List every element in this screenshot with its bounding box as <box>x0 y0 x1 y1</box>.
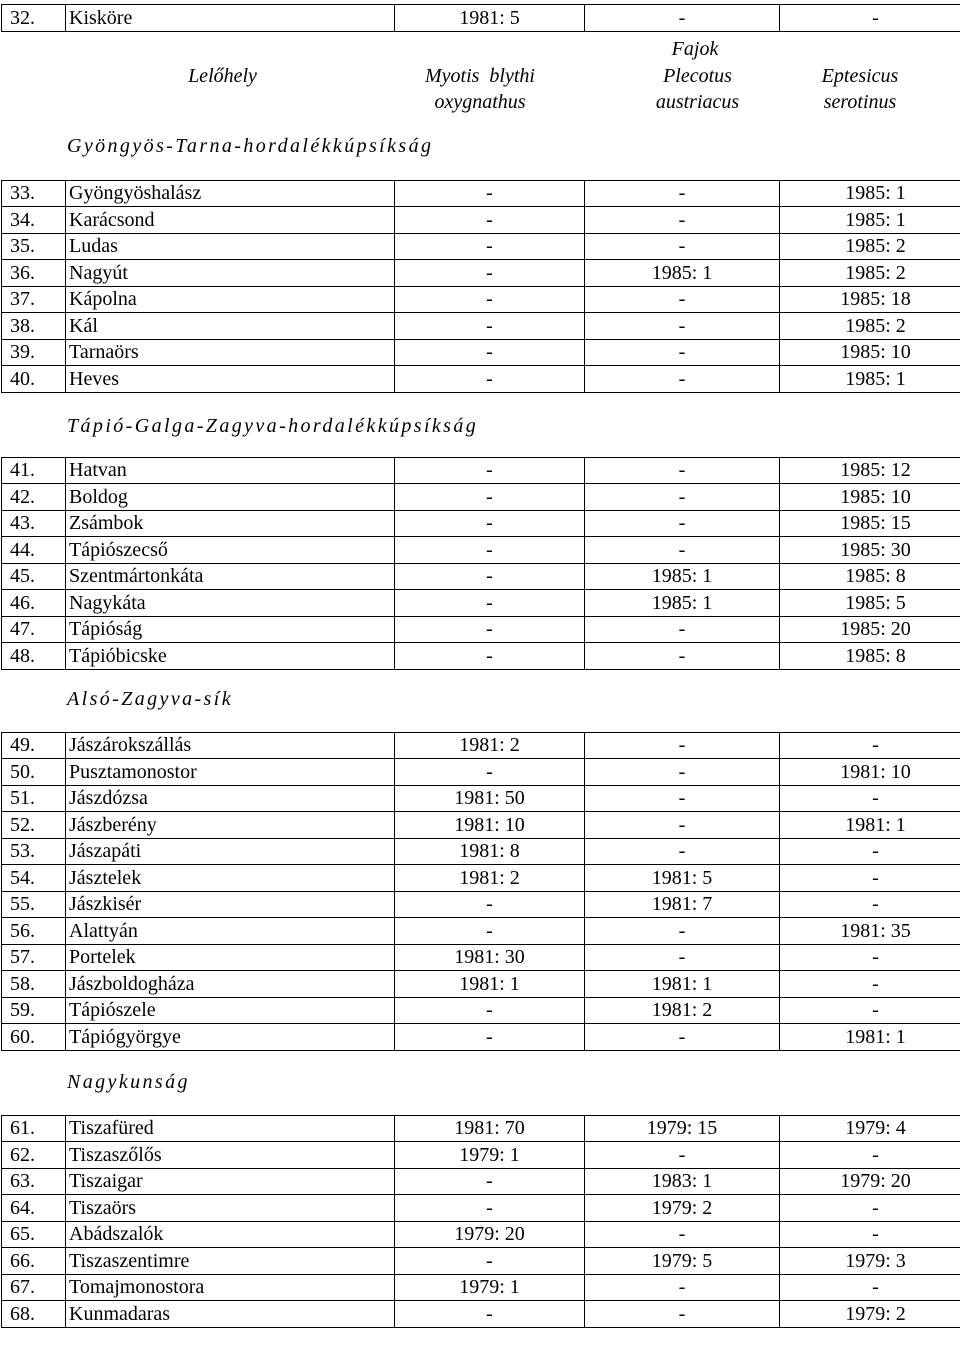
plecotus-value: - <box>585 944 780 971</box>
row-number: 36. <box>2 260 66 287</box>
row-number: 60. <box>2 1024 66 1051</box>
eptesicus-header-line2: serotinus <box>823 90 897 113</box>
section-title: Alsó-Zagyva-sík <box>67 687 233 710</box>
eptesicus-value: 1985: 2 <box>780 260 960 287</box>
eptesicus-value: - <box>780 1221 960 1248</box>
site-name: Jászkisér <box>66 891 395 918</box>
plecotus-value: - <box>585 207 780 234</box>
eptesicus-value: 1985: 8 <box>780 563 960 590</box>
row-number: 40. <box>2 366 66 393</box>
site-name: Kál <box>66 313 395 340</box>
plecotus-value: 1979: 5 <box>585 1248 780 1275</box>
myotis-value: - <box>395 616 585 643</box>
eptesicus-value: - <box>780 785 960 812</box>
row-number: 55. <box>2 891 66 918</box>
plecotus-value: - <box>585 1024 780 1051</box>
eptesicus-value: - <box>780 891 960 918</box>
table-row <box>2 233 960 260</box>
plecotus-value: - <box>585 838 780 865</box>
myotis-header-line1: Myotis blythi <box>425 64 535 87</box>
plecotus-header-line1: Plecotus <box>663 64 732 87</box>
myotis-value: 1981: 5 <box>395 5 585 32</box>
table-row <box>2 944 960 971</box>
myotis-value: 1981: 70 <box>395 1115 585 1142</box>
myotis-value: 1979: 1 <box>395 1274 585 1301</box>
myotis-value: - <box>395 563 585 590</box>
myotis-value: - <box>395 510 585 537</box>
myotis-value: - <box>395 759 585 786</box>
row-number: 51. <box>2 785 66 812</box>
table-row <box>2 366 960 393</box>
site-name: Zsámbok <box>66 510 395 537</box>
table-row <box>2 590 960 617</box>
myotis-value: - <box>395 339 585 366</box>
table-row <box>2 1024 960 1051</box>
eptesicus-value: 1985: 1 <box>780 180 960 207</box>
plecotus-value: - <box>585 759 780 786</box>
row-number: 43. <box>2 510 66 537</box>
plecotus-value: - <box>585 180 780 207</box>
row-number: 47. <box>2 616 66 643</box>
plecotus-value: 1983: 1 <box>585 1168 780 1195</box>
eptesicus-value: 1979: 2 <box>780 1301 960 1328</box>
row-number: 64. <box>2 1195 66 1222</box>
row-number: 57. <box>2 944 66 971</box>
site-name: Tiszafüred <box>66 1115 395 1142</box>
plecotus-value: 1985: 1 <box>585 590 780 617</box>
row-number: 58. <box>2 971 66 998</box>
myotis-value: 1981: 2 <box>395 732 585 759</box>
row-number: 38. <box>2 313 66 340</box>
table-row <box>2 563 960 590</box>
site-name: Nagyút <box>66 260 395 287</box>
row-number: 48. <box>2 643 66 670</box>
site-name: Tápiószecső <box>66 537 395 564</box>
table-row <box>2 1221 960 1248</box>
plecotus-value: 1981: 7 <box>585 891 780 918</box>
row-number: 56. <box>2 918 66 945</box>
table-row <box>2 1142 960 1169</box>
plecotus-value: 1981: 1 <box>585 971 780 998</box>
plecotus-value: 1979: 15 <box>585 1115 780 1142</box>
myotis-value: 1979: 20 <box>395 1221 585 1248</box>
eptesicus-value: 1985: 10 <box>780 484 960 511</box>
myotis-value: - <box>395 1024 585 1051</box>
table-row <box>2 180 960 207</box>
table-row <box>2 313 960 340</box>
myotis-value: - <box>395 1195 585 1222</box>
site-name: Nagykáta <box>66 590 395 617</box>
plecotus-value: - <box>585 457 780 484</box>
plecotus-value: 1985: 1 <box>585 260 780 287</box>
myotis-value: - <box>395 997 585 1024</box>
eptesicus-value: 1981: 10 <box>780 759 960 786</box>
sections-container <box>0 122 960 1328</box>
table-row <box>2 918 960 945</box>
eptesicus-value: - <box>780 1274 960 1301</box>
table-row <box>2 1301 960 1328</box>
row-number: 68. <box>2 1301 66 1328</box>
eptesicus-value: 1985: 8 <box>780 643 960 670</box>
myotis-value: - <box>395 313 585 340</box>
row-number: 67. <box>2 1274 66 1301</box>
myotis-value: - <box>395 366 585 393</box>
plecotus-value: - <box>585 918 780 945</box>
eptesicus-value: 1979: 20 <box>780 1168 960 1195</box>
row-number: 33. <box>2 180 66 207</box>
site-name: Boldog <box>66 484 395 511</box>
site-name: Gyöngyöshalász <box>66 180 395 207</box>
plecotus-value: - <box>585 537 780 564</box>
row-number: 66. <box>2 1248 66 1275</box>
myotis-value: - <box>395 537 585 564</box>
myotis-value: - <box>395 484 585 511</box>
section-table <box>1 732 960 1051</box>
plecotus-value: - <box>585 1221 780 1248</box>
myotis-value: - <box>395 643 585 670</box>
eptesicus-value: - <box>780 944 960 971</box>
site-name: Ludas <box>66 233 395 260</box>
eptesicus-value: 1979: 4 <box>780 1115 960 1142</box>
plecotus-value: 1981: 2 <box>585 997 780 1024</box>
myotis-value: - <box>395 207 585 234</box>
row-number: 59. <box>2 997 66 1024</box>
myotis-value: - <box>395 180 585 207</box>
table-row <box>2 339 960 366</box>
row-number: 54. <box>2 865 66 892</box>
myotis-value: - <box>395 590 585 617</box>
row-number: 65. <box>2 1221 66 1248</box>
eptesicus-value: 1985: 12 <box>780 457 960 484</box>
eptesicus-value: 1985: 15 <box>780 510 960 537</box>
site-name: Jásztelek <box>66 865 395 892</box>
site-name: Jászdózsa <box>66 785 395 812</box>
table-row <box>2 510 960 537</box>
row-number: 62. <box>2 1142 66 1169</box>
section-table <box>1 1115 960 1328</box>
table-row <box>2 1274 960 1301</box>
site-name: Jászboldogháza <box>66 971 395 998</box>
myotis-value: 1981: 1 <box>395 971 585 998</box>
row-number: 37. <box>2 286 66 313</box>
myotis-value: 1981: 50 <box>395 785 585 812</box>
row-number: 52. <box>2 812 66 839</box>
site-name: Tiszaörs <box>66 1195 395 1222</box>
document-page <box>0 4 960 1328</box>
eptesicus-value: - <box>780 732 960 759</box>
table-row <box>2 616 960 643</box>
site-name: Tápióbicske <box>66 643 395 670</box>
site-name: Tarnaörs <box>66 339 395 366</box>
row-number: 46. <box>2 590 66 617</box>
site-name: Hatvan <box>66 457 395 484</box>
plecotus-value: - <box>585 5 780 32</box>
plecotus-value: - <box>585 1142 780 1169</box>
plecotus-value: - <box>585 233 780 260</box>
eptesicus-value: 1981: 1 <box>780 812 960 839</box>
eptesicus-header-line1: Eptesicus <box>821 64 899 87</box>
site-name: Tiszaszőlős <box>66 1142 395 1169</box>
eptesicus-value: 1985: 30 <box>780 537 960 564</box>
plecotus-value: - <box>585 732 780 759</box>
plecotus-value: - <box>585 1301 780 1328</box>
table-row <box>2 484 960 511</box>
myotis-value: - <box>395 457 585 484</box>
site-name: Abádszalók <box>66 1221 395 1248</box>
eptesicus-value: 1985: 5 <box>780 590 960 617</box>
species-group-label: Fajok <box>671 37 719 60</box>
table-row <box>2 260 960 287</box>
row-number: 53. <box>2 838 66 865</box>
plecotus-header-line2: austriacus <box>655 90 740 113</box>
myotis-value: 1981: 2 <box>395 865 585 892</box>
table-row <box>2 997 960 1024</box>
row-number: 45. <box>2 563 66 590</box>
site-name: Jászberény <box>66 812 395 839</box>
eptesicus-value: - <box>780 838 960 865</box>
table-row <box>2 785 960 812</box>
eptesicus-value: 1985: 1 <box>780 366 960 393</box>
site-name: Karácsond <box>66 207 395 234</box>
plecotus-value: - <box>585 1274 780 1301</box>
row-number: 49. <box>2 732 66 759</box>
plecotus-value: - <box>585 812 780 839</box>
table-row <box>2 286 960 313</box>
eptesicus-value: - <box>780 1142 960 1169</box>
eptesicus-value: - <box>780 997 960 1024</box>
section-table <box>1 180 960 393</box>
table-row <box>2 812 960 839</box>
plecotus-value: - <box>585 286 780 313</box>
site-name: Tiszaigar <box>66 1168 395 1195</box>
eptesicus-value: 1985: 18 <box>780 286 960 313</box>
site-name: Heves <box>66 366 395 393</box>
plecotus-value: - <box>585 785 780 812</box>
plecotus-value: - <box>585 339 780 366</box>
plecotus-value: - <box>585 616 780 643</box>
row-number: 39. <box>2 339 66 366</box>
plecotus-value: - <box>585 313 780 340</box>
row-number: 41. <box>2 457 66 484</box>
plecotus-value: 1985: 1 <box>585 563 780 590</box>
eptesicus-value: 1985: 2 <box>780 233 960 260</box>
row-number: 32. <box>2 5 66 32</box>
eptesicus-header <box>760 63 960 115</box>
table-row <box>2 1115 960 1142</box>
eptesicus-value: 1985: 20 <box>780 616 960 643</box>
eptesicus-value: 1979: 3 <box>780 1248 960 1275</box>
plecotus-value: - <box>585 484 780 511</box>
plecotus-value: - <box>585 366 780 393</box>
myotis-value: - <box>395 260 585 287</box>
myotis-value: 1979: 1 <box>395 1142 585 1169</box>
table-row <box>2 838 960 865</box>
row-number: 35. <box>2 233 66 260</box>
section-table <box>1 457 960 670</box>
myotis-value: 1981: 30 <box>395 944 585 971</box>
site-name: Jászapáti <box>66 838 395 865</box>
eptesicus-value: - <box>780 971 960 998</box>
eptesicus-value: 1985: 2 <box>780 313 960 340</box>
site-name: Pusztamonostor <box>66 759 395 786</box>
table-row <box>2 732 960 759</box>
first-row-table <box>1 4 960 32</box>
table-row <box>2 971 960 998</box>
table-row <box>2 1168 960 1195</box>
plecotus-value: - <box>585 643 780 670</box>
table-row <box>2 457 960 484</box>
site-name: Tomajmonostora <box>66 1274 395 1301</box>
site-name: Tiszaszentimre <box>66 1248 395 1275</box>
myotis-value: - <box>395 1168 585 1195</box>
site-name: Kápolna <box>66 286 395 313</box>
table-row <box>2 891 960 918</box>
site-name: Portelek <box>66 944 395 971</box>
eptesicus-value: 1985: 1 <box>780 207 960 234</box>
table-row <box>2 537 960 564</box>
myotis-value: - <box>395 891 585 918</box>
plecotus-value: - <box>585 510 780 537</box>
table-row <box>2 759 960 786</box>
site-name: Kunmadaras <box>66 1301 395 1328</box>
myotis-value: - <box>395 1301 585 1328</box>
row-number: 44. <box>2 537 66 564</box>
site-name: Kisköre <box>66 5 395 32</box>
eptesicus-value: - <box>780 865 960 892</box>
table-row <box>2 643 960 670</box>
site-name: Tápióság <box>66 616 395 643</box>
eptesicus-value: 1981: 35 <box>780 918 960 945</box>
eptesicus-value: 1985: 10 <box>780 339 960 366</box>
site-name: Tápiószele <box>66 997 395 1024</box>
site-name: Alattyán <box>66 918 395 945</box>
eptesicus-value: 1981: 1 <box>780 1024 960 1051</box>
table-row <box>2 1195 960 1222</box>
table-row <box>2 207 960 234</box>
myotis-value: - <box>395 233 585 260</box>
row-number: 61. <box>2 1115 66 1142</box>
plecotus-value: 1979: 2 <box>585 1195 780 1222</box>
site-name: Tápiógyörgye <box>66 1024 395 1051</box>
section-title: Gyöngyös-Tarna-hordalékkúpsíkság <box>67 134 434 157</box>
site-column-header: Lelőhely <box>188 64 257 87</box>
myotis-value: 1981: 8 <box>395 838 585 865</box>
myotis-value: - <box>395 286 585 313</box>
myotis-value: - <box>395 918 585 945</box>
table-header <box>0 32 960 122</box>
myotis-header-line2: oxygnathus <box>434 90 526 113</box>
table-row <box>2 1248 960 1275</box>
table-row <box>2 5 960 32</box>
row-number: 63. <box>2 1168 66 1195</box>
table-row <box>2 865 960 892</box>
site-name: Jászárokszállás <box>66 732 395 759</box>
myotis-header <box>385 63 575 115</box>
myotis-value: - <box>395 1248 585 1275</box>
eptesicus-value: - <box>780 5 960 32</box>
eptesicus-value: - <box>780 1195 960 1222</box>
row-number: 42. <box>2 484 66 511</box>
section-title: Tápió-Galga-Zagyva-hordalékkúpsíkság <box>67 414 479 437</box>
site-name: Szentmártonkáta <box>66 563 395 590</box>
section-title: Nagykunság <box>67 1070 190 1093</box>
plecotus-value: 1981: 5 <box>585 865 780 892</box>
row-number: 50. <box>2 759 66 786</box>
myotis-value: 1981: 10 <box>395 812 585 839</box>
row-number: 34. <box>2 207 66 234</box>
